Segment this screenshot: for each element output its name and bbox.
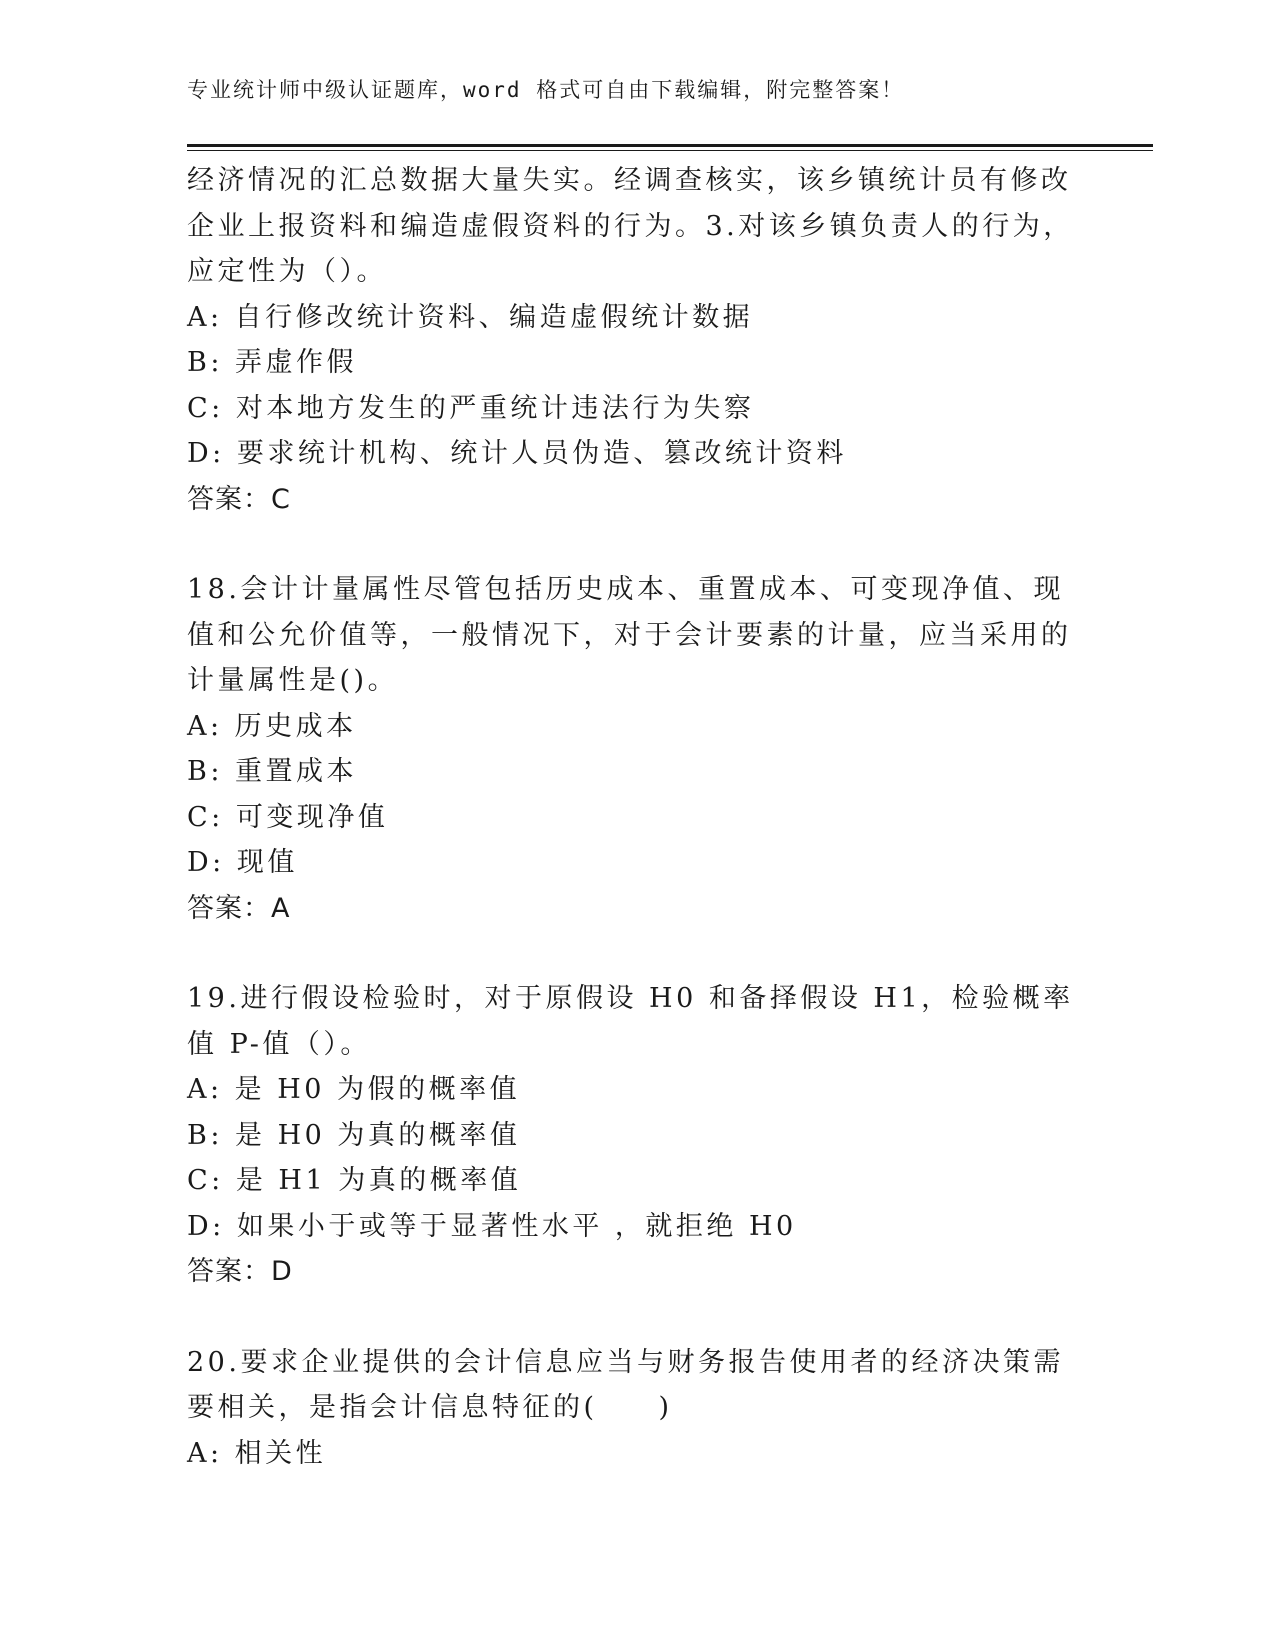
- question-19: [187, 976, 1087, 1295]
- header-rule-thin: [187, 150, 1153, 151]
- option-a: A: 相关性: [187, 1437, 327, 1469]
- answer-line: 答案：C: [187, 483, 291, 515]
- spacer: [187, 931, 1087, 976]
- header-rule-thick: [187, 144, 1153, 147]
- answer-line: 答案：D: [187, 1256, 293, 1287]
- option-a: A: 是 H0 为假的概率值: [187, 1074, 521, 1105]
- option-a: A: 自行修改统计资料、编造虚假统计数据: [187, 301, 754, 333]
- answer-line: 答案：A: [187, 892, 291, 924]
- question-18: [187, 567, 1087, 931]
- page-header: 专业统计师中级认证题库，word 格式可自由下载编辑，附完整答案！: [187, 78, 905, 102]
- option-c: C: 是 H1 为真的概率值: [187, 1165, 522, 1196]
- option-d: D: 现值: [187, 847, 298, 878]
- question-stem: 18.会计计量属性尽管包括历史成本、重置成本、可变现净值、现值和公允价值等，一般情况下，对于会计要素的计量，应当采用的计量属性是()。: [187, 574, 1072, 696]
- question-stem: 20.要求企业提供的会计信息应当与财务报告使用者的经济决策需要相关，是指会计信息特征的( ): [187, 1346, 1064, 1423]
- option-b: B: 重置成本: [187, 756, 358, 787]
- option-b: B: 弄虚作假: [187, 347, 358, 378]
- question-stem: 19.进行假设检验时，对于原假设 H0 和备择假设 H1，检验概率值 P-值（）。: [187, 983, 1074, 1060]
- option-a: A: 历史成本: [187, 710, 357, 742]
- question-stem: 经济情况的汇总数据大量失实。经调查核实，该乡镇统计员有修改企业上报资料和编造虚假资料的行为。3.对该乡镇负责人的行为，应定性为（）。: [187, 165, 1074, 287]
- spacer: [187, 522, 1087, 567]
- spacer: [187, 1295, 1087, 1340]
- question-list: [187, 158, 1087, 1476]
- option-b: B: 是 H0 为真的概率值: [187, 1119, 521, 1151]
- option-c: C: 可变现净值: [187, 801, 389, 833]
- question-17: [187, 158, 1087, 522]
- question-20: [187, 1340, 1087, 1477]
- option-c: C: 对本地方发生的严重统计违法行为失察: [187, 392, 755, 424]
- option-d: D: 要求统计机构、统计人员伪造、篡改统计资料: [187, 438, 847, 469]
- option-d: D: 如果小于或等于显著性水平 ，就拒绝 H0: [187, 1210, 797, 1242]
